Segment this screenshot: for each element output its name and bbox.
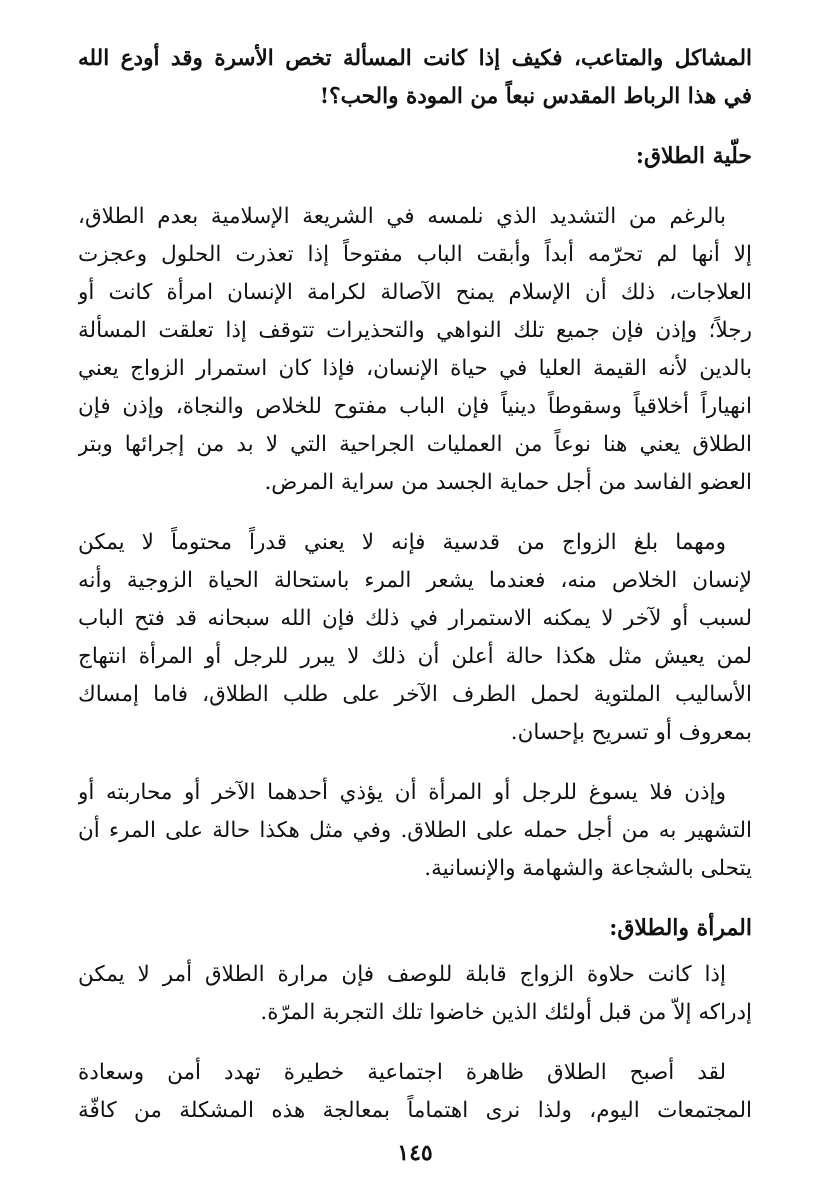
text-line: لسبب أو لآخر لا يمكنه الاستمرار في ذلك فإن الله سبحانه قد فتح الباب: [78, 606, 752, 631]
text-line: العضو الفاسد من أجل حماية الجسد من سراية المرض.: [264, 470, 752, 495]
paragraph: [78, 774, 752, 888]
text-line: بالدين لأنه القيمة العليا في حياة الإنسان، فإذا كان استمرار الزواج يعني: [78, 356, 752, 381]
text-line: المشاكل والمتاعب، فكيف إذا كانت المسألة تخص الأسرة وقد أودع الله: [78, 46, 752, 71]
text-line: لإنسان الخلاص منه، فعندما يشعر المرء باستحالة الحياة الزوجية وأنه: [78, 568, 752, 593]
text-line: يتحلى بالشجاعة والشهامة والإنسانية.: [424, 856, 752, 881]
section-heading-divorce-permissibility: حلّية الطلاق:: [635, 143, 752, 169]
text-line: لقد أصبح الطلاق ظاهرة اجتماعية خطيرة تهدد أمن وسعادة: [78, 1060, 726, 1085]
text-line: الطلاق يعني هنا نوعاً من العمليات الجراحية التي لا بد من إجرائها وبتر: [78, 432, 752, 457]
text-line: المجتمعات اليوم، ولذا نرى اهتماماً بمعالجة هذه المشكلة من كافّة: [78, 1098, 752, 1123]
paragraph: [78, 524, 752, 752]
paragraph: [78, 1054, 752, 1130]
paragraph: [78, 198, 752, 502]
intro-paragraph: [78, 40, 752, 116]
page-number: ١٤٥: [397, 1140, 433, 1166]
text-line: الأساليب الملتوية لحمل الطرف الآخر على طلب الطلاق، فاما إمساك: [78, 682, 752, 707]
text-line: لمن يعيش مثل هكذا حالة أعلن أن ذلك لا يبرر للرجل أو المرأة انتهاج: [78, 644, 752, 669]
text-line: التشهير به من أجل حمله على الطلاق. وفي مثل هكذا حالة على المرء أن: [78, 818, 752, 843]
text-line: وإذن فلا يسوغ للرجل أو المرأة أن يؤذي أحدهما الآخر أو محاربته أو: [78, 780, 726, 805]
text-line: رجلاً؛ وإذن فإن جميع تلك النواهي والتحذيرات تتوقف إذا تعلقت المسألة: [78, 318, 752, 343]
paragraph: [78, 956, 752, 1032]
text-line: إدراكه إلاّ من قبل أولئك الذين خاضوا تلك التجربة المرّة.: [260, 1000, 752, 1025]
text-line: العلاجات، ذلك أن الإسلام يمنح الآصالة لكرامة الإنسان امرأة كانت أو: [78, 280, 752, 305]
text-line: ومهما بلغ الزواج من قدسية فإنه لا يعني قدراً محتوماً لا يمكن: [78, 530, 726, 555]
text-line: إلا أنها لم تحرّمه أبداً وأبقت الباب مفتوحاً إذا تعذرت الحلول وعجزت: [78, 242, 752, 267]
text-line: إذا كانت حلاوة الزواج قابلة للوصف فإن مرارة الطلاق أمر لا يمكن: [78, 962, 726, 987]
text-line: انهياراً أخلاقياً وسقوطاً دينياً فإن الباب مفتوح للخلاص والنجاة، وإذن فإن: [78, 394, 752, 419]
text-line: بالرغم من التشديد الذي نلمسه في الشريعة الإسلامية بعدم الطلاق،: [78, 204, 726, 229]
section-heading-woman-and-divorce: المرأة والطلاق:: [609, 915, 752, 941]
text-line: في هذا الرباط المقدس نبعاً من المودة والحب؟!: [319, 84, 752, 109]
text-line: بمعروف أو تسريح بإحسان.: [510, 720, 752, 745]
